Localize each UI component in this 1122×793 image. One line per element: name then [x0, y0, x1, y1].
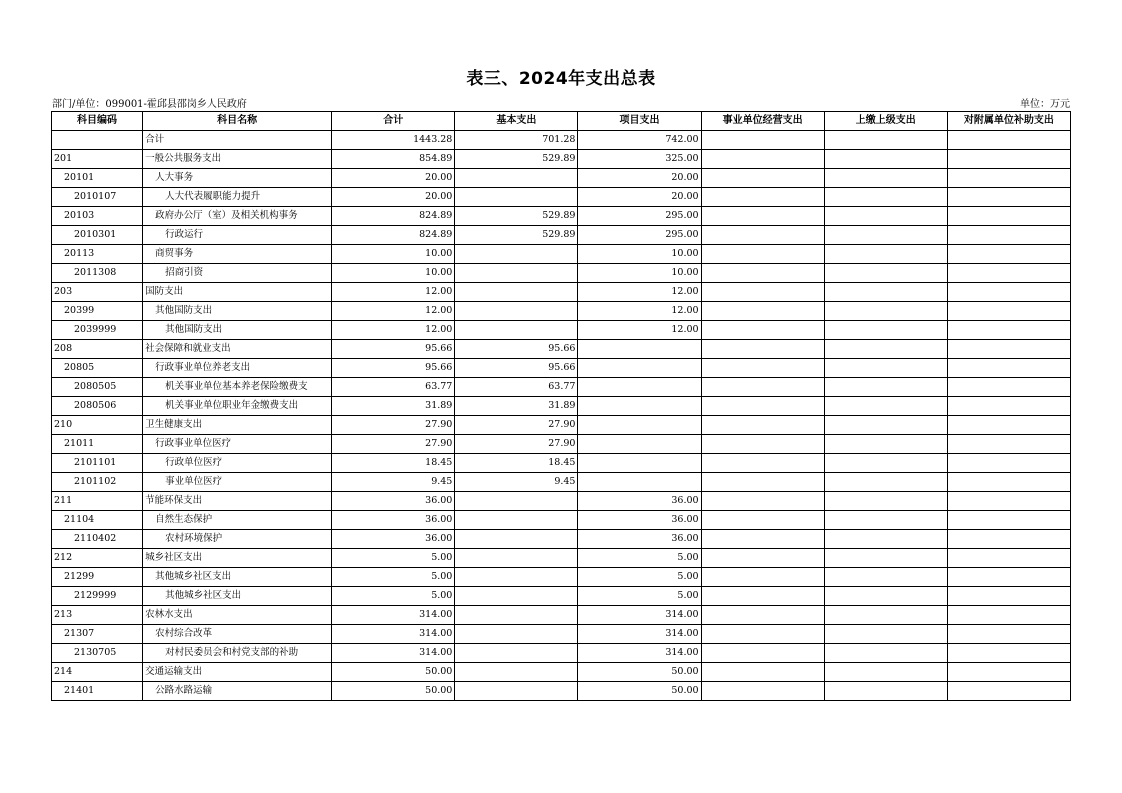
table-row	[52, 207, 1071, 226]
cell-code: 210	[52, 416, 143, 435]
cell-remit	[824, 511, 947, 530]
table-row	[52, 492, 1071, 511]
cell-operating	[701, 321, 824, 340]
header-subsidy: 对附属单位补助支出	[947, 112, 1070, 131]
cell-total: 20.00	[332, 169, 455, 188]
cell-remit	[824, 568, 947, 587]
cell-project	[578, 359, 701, 378]
cell-operating	[701, 606, 824, 625]
header-name: 科目名称	[143, 112, 332, 131]
cell-name: 农村综合改革	[143, 625, 332, 644]
cell-total: 10.00	[332, 245, 455, 264]
cell-subsidy	[947, 340, 1070, 359]
table-row	[52, 397, 1071, 416]
header-code: 科目编码	[52, 112, 143, 131]
cell-project: 295.00	[578, 226, 701, 245]
cell-remit	[824, 245, 947, 264]
cell-basic	[455, 188, 578, 207]
cell-basic	[455, 169, 578, 188]
cell-remit	[824, 473, 947, 492]
cell-operating	[701, 587, 824, 606]
cell-total: 824.89	[332, 226, 455, 245]
cell-project	[578, 473, 701, 492]
cell-name: 社会保障和就业支出	[143, 340, 332, 359]
cell-project	[578, 416, 701, 435]
cell-basic: 529.89	[455, 207, 578, 226]
cell-total: 9.45	[332, 473, 455, 492]
cell-code: 2010301	[52, 226, 143, 245]
cell-basic: 27.90	[455, 435, 578, 454]
cell-subsidy	[947, 606, 1070, 625]
cell-remit	[824, 302, 947, 321]
cell-operating	[701, 359, 824, 378]
cell-basic: 95.66	[455, 359, 578, 378]
cell-name: 节能环保支出	[143, 492, 332, 511]
cell-name: 行政事业单位养老支出	[143, 359, 332, 378]
header-remit: 上缴上级支出	[824, 112, 947, 131]
cell-project: 50.00	[578, 663, 701, 682]
cell-code: 20103	[52, 207, 143, 226]
cell-remit	[824, 416, 947, 435]
cell-code: 211	[52, 492, 143, 511]
cell-project	[578, 340, 701, 359]
cell-basic: 31.89	[455, 397, 578, 416]
cell-basic	[455, 283, 578, 302]
cell-name: 行政事业单位医疗	[143, 435, 332, 454]
cell-total: 1443.28	[332, 131, 455, 150]
cell-total: 12.00	[332, 283, 455, 302]
cell-project: 295.00	[578, 207, 701, 226]
cell-code: 212	[52, 549, 143, 568]
cell-name: 商贸事务	[143, 245, 332, 264]
cell-remit	[824, 587, 947, 606]
cell-project: 12.00	[578, 283, 701, 302]
cell-basic	[455, 644, 578, 663]
cell-project: 10.00	[578, 264, 701, 283]
cell-total: 5.00	[332, 549, 455, 568]
cell-total: 27.90	[332, 435, 455, 454]
table-row	[52, 568, 1071, 587]
cell-project: 50.00	[578, 682, 701, 701]
cell-project	[578, 397, 701, 416]
cell-project	[578, 435, 701, 454]
cell-subsidy	[947, 492, 1070, 511]
cell-operating	[701, 530, 824, 549]
cell-operating	[701, 264, 824, 283]
cell-total: 5.00	[332, 587, 455, 606]
cell-basic	[455, 492, 578, 511]
cell-subsidy	[947, 511, 1070, 530]
cell-remit	[824, 321, 947, 340]
cell-total: 20.00	[332, 188, 455, 207]
table-row	[52, 587, 1071, 606]
cell-name: 城乡社区支出	[143, 549, 332, 568]
table-row	[52, 663, 1071, 682]
cell-code: 2130705	[52, 644, 143, 663]
cell-project: 742.00	[578, 131, 701, 150]
cell-operating	[701, 169, 824, 188]
cell-name: 自然生态保护	[143, 511, 332, 530]
cell-remit	[824, 150, 947, 169]
cell-code: 2101102	[52, 473, 143, 492]
cell-remit	[824, 644, 947, 663]
cell-operating	[701, 435, 824, 454]
header-project: 项目支出	[578, 112, 701, 131]
cell-basic	[455, 549, 578, 568]
cell-project	[578, 454, 701, 473]
table-row	[52, 131, 1071, 150]
table-row	[52, 226, 1071, 245]
cell-name: 其他国防支出	[143, 321, 332, 340]
cell-code: 21401	[52, 682, 143, 701]
cell-code: 20399	[52, 302, 143, 321]
table-row	[52, 264, 1071, 283]
cell-basic: 529.89	[455, 150, 578, 169]
table-row	[52, 416, 1071, 435]
cell-subsidy	[947, 435, 1070, 454]
cell-subsidy	[947, 568, 1070, 587]
cell-remit	[824, 188, 947, 207]
cell-subsidy	[947, 587, 1070, 606]
cell-subsidy	[947, 454, 1070, 473]
cell-total: 36.00	[332, 492, 455, 511]
cell-subsidy	[947, 378, 1070, 397]
table-row	[52, 169, 1071, 188]
cell-subsidy	[947, 416, 1070, 435]
cell-total: 36.00	[332, 530, 455, 549]
cell-code: 201	[52, 150, 143, 169]
cell-name: 其他城乡社区支出	[143, 568, 332, 587]
cell-operating	[701, 226, 824, 245]
cell-project: 20.00	[578, 188, 701, 207]
table-row	[52, 321, 1071, 340]
cell-total: 95.66	[332, 340, 455, 359]
cell-subsidy	[947, 131, 1070, 150]
cell-remit	[824, 378, 947, 397]
cell-operating	[701, 454, 824, 473]
cell-total: 50.00	[332, 663, 455, 682]
table-row	[52, 606, 1071, 625]
cell-name: 农林水支出	[143, 606, 332, 625]
cell-total: 314.00	[332, 644, 455, 663]
cell-total: 95.66	[332, 359, 455, 378]
cell-basic: 27.90	[455, 416, 578, 435]
cell-operating	[701, 150, 824, 169]
cell-basic	[455, 245, 578, 264]
cell-name: 机关事业单位基本养老保险缴费支	[143, 378, 332, 397]
cell-subsidy	[947, 226, 1070, 245]
cell-code	[52, 131, 143, 150]
department-label: 部门/单位：099001-霍邱县邵岗乡人民政府	[52, 99, 247, 110]
cell-name: 其他城乡社区支出	[143, 587, 332, 606]
table-row	[52, 625, 1071, 644]
cell-subsidy	[947, 663, 1070, 682]
cell-subsidy	[947, 245, 1070, 264]
cell-code: 20101	[52, 169, 143, 188]
cell-operating	[701, 644, 824, 663]
cell-remit	[824, 131, 947, 150]
cell-subsidy	[947, 644, 1070, 663]
cell-subsidy	[947, 207, 1070, 226]
cell-remit	[824, 283, 947, 302]
cell-code: 203	[52, 283, 143, 302]
cell-subsidy	[947, 264, 1070, 283]
cell-total: 63.77	[332, 378, 455, 397]
cell-basic	[455, 511, 578, 530]
cell-project: 20.00	[578, 169, 701, 188]
cell-code: 20805	[52, 359, 143, 378]
cell-basic: 529.89	[455, 226, 578, 245]
header-total: 合计	[332, 112, 455, 131]
cell-subsidy	[947, 682, 1070, 701]
cell-total: 10.00	[332, 264, 455, 283]
cell-project: 10.00	[578, 245, 701, 264]
cell-project: 36.00	[578, 511, 701, 530]
cell-project: 314.00	[578, 625, 701, 644]
cell-total: 27.90	[332, 416, 455, 435]
table-row	[52, 378, 1071, 397]
cell-remit	[824, 549, 947, 568]
cell-total: 12.00	[332, 302, 455, 321]
cell-code: 214	[52, 663, 143, 682]
cell-remit	[824, 207, 947, 226]
cell-code: 2011308	[52, 264, 143, 283]
cell-name: 机关事业单位职业年金缴费支出	[143, 397, 332, 416]
cell-code: 2110402	[52, 530, 143, 549]
cell-name: 公路水路运输	[143, 682, 332, 701]
cell-basic	[455, 530, 578, 549]
cell-subsidy	[947, 359, 1070, 378]
cell-operating	[701, 378, 824, 397]
cell-total: 31.89	[332, 397, 455, 416]
cell-code: 2080505	[52, 378, 143, 397]
cell-code: 20113	[52, 245, 143, 264]
cell-project: 314.00	[578, 606, 701, 625]
cell-name: 卫生健康支出	[143, 416, 332, 435]
table-row	[52, 511, 1071, 530]
table-row	[52, 302, 1071, 321]
table-header-row	[52, 112, 1071, 131]
table-row	[52, 245, 1071, 264]
cell-basic: 63.77	[455, 378, 578, 397]
cell-code: 2039999	[52, 321, 143, 340]
table-row	[52, 188, 1071, 207]
table-row	[52, 359, 1071, 378]
table-row	[52, 682, 1071, 701]
cell-operating	[701, 416, 824, 435]
cell-operating	[701, 549, 824, 568]
cell-code: 21299	[52, 568, 143, 587]
cell-subsidy	[947, 321, 1070, 340]
cell-operating	[701, 473, 824, 492]
cell-remit	[824, 226, 947, 245]
cell-name: 招商引资	[143, 264, 332, 283]
cell-project: 325.00	[578, 150, 701, 169]
table-row	[52, 473, 1071, 492]
cell-name: 交通运输支出	[143, 663, 332, 682]
cell-basic: 95.66	[455, 340, 578, 359]
cell-remit	[824, 663, 947, 682]
cell-name: 对村民委员会和村党支部的补助	[143, 644, 332, 663]
table-row	[52, 454, 1071, 473]
cell-subsidy	[947, 397, 1070, 416]
cell-subsidy	[947, 283, 1070, 302]
header-basic: 基本支出	[455, 112, 578, 131]
cell-total: 824.89	[332, 207, 455, 226]
cell-name: 行政单位医疗	[143, 454, 332, 473]
cell-code: 21011	[52, 435, 143, 454]
cell-operating	[701, 568, 824, 587]
cell-name: 农村环境保护	[143, 530, 332, 549]
cell-project: 314.00	[578, 644, 701, 663]
cell-remit	[824, 606, 947, 625]
table-row	[52, 644, 1071, 663]
cell-code: 2010107	[52, 188, 143, 207]
cell-remit	[824, 625, 947, 644]
cell-remit	[824, 359, 947, 378]
cell-code: 2101101	[52, 454, 143, 473]
cell-remit	[824, 454, 947, 473]
cell-basic	[455, 264, 578, 283]
cell-project: 5.00	[578, 549, 701, 568]
header-operating: 事业单位经营支出	[701, 112, 824, 131]
unit-label: 单位：万元	[1020, 99, 1070, 110]
cell-remit	[824, 682, 947, 701]
cell-operating	[701, 511, 824, 530]
cell-subsidy	[947, 549, 1070, 568]
cell-name: 合计	[143, 131, 332, 150]
cell-subsidy	[947, 169, 1070, 188]
cell-operating	[701, 682, 824, 701]
cell-project: 36.00	[578, 492, 701, 511]
page-title: 表三、2024年支出总表	[466, 69, 656, 89]
table-row	[52, 150, 1071, 169]
cell-name: 人大代表履职能力提升	[143, 188, 332, 207]
cell-name: 一般公共服务支出	[143, 150, 332, 169]
cell-basic: 18.45	[455, 454, 578, 473]
cell-remit	[824, 169, 947, 188]
cell-name: 人大事务	[143, 169, 332, 188]
table-row	[52, 549, 1071, 568]
cell-basic	[455, 663, 578, 682]
cell-operating	[701, 131, 824, 150]
cell-name: 政府办公厅（室）及相关机构事务	[143, 207, 332, 226]
cell-project: 5.00	[578, 568, 701, 587]
cell-project: 12.00	[578, 321, 701, 340]
cell-remit	[824, 435, 947, 454]
cell-subsidy	[947, 625, 1070, 644]
cell-total: 18.45	[332, 454, 455, 473]
expenditure-table	[51, 111, 1071, 701]
cell-name: 其他国防支出	[143, 302, 332, 321]
cell-name: 国防支出	[143, 283, 332, 302]
cell-total: 50.00	[332, 682, 455, 701]
cell-total: 36.00	[332, 511, 455, 530]
cell-basic	[455, 587, 578, 606]
cell-total: 12.00	[332, 321, 455, 340]
cell-project: 12.00	[578, 302, 701, 321]
cell-subsidy	[947, 530, 1070, 549]
cell-code: 208	[52, 340, 143, 359]
cell-total: 314.00	[332, 606, 455, 625]
cell-basic	[455, 606, 578, 625]
cell-basic	[455, 321, 578, 340]
cell-basic: 9.45	[455, 473, 578, 492]
table-row	[52, 340, 1071, 359]
cell-operating	[701, 663, 824, 682]
table-row	[52, 283, 1071, 302]
cell-subsidy	[947, 150, 1070, 169]
cell-basic	[455, 682, 578, 701]
cell-operating	[701, 245, 824, 264]
cell-remit	[824, 397, 947, 416]
cell-code: 2080506	[52, 397, 143, 416]
cell-code: 21104	[52, 511, 143, 530]
cell-operating	[701, 340, 824, 359]
cell-operating	[701, 207, 824, 226]
cell-operating	[701, 492, 824, 511]
cell-project	[578, 378, 701, 397]
cell-code: 213	[52, 606, 143, 625]
cell-remit	[824, 264, 947, 283]
table-row	[52, 435, 1071, 454]
cell-basic	[455, 568, 578, 587]
cell-operating	[701, 188, 824, 207]
table-row	[52, 530, 1071, 549]
cell-basic: 701.28	[455, 131, 578, 150]
cell-basic	[455, 625, 578, 644]
cell-remit	[824, 340, 947, 359]
cell-remit	[824, 530, 947, 549]
cell-operating	[701, 283, 824, 302]
cell-remit	[824, 492, 947, 511]
cell-project: 36.00	[578, 530, 701, 549]
cell-operating	[701, 397, 824, 416]
cell-code: 21307	[52, 625, 143, 644]
cell-subsidy	[947, 188, 1070, 207]
cell-project: 5.00	[578, 587, 701, 606]
cell-basic	[455, 302, 578, 321]
cell-code: 2129999	[52, 587, 143, 606]
cell-operating	[701, 302, 824, 321]
cell-total: 854.89	[332, 150, 455, 169]
cell-subsidy	[947, 302, 1070, 321]
cell-total: 314.00	[332, 625, 455, 644]
cell-total: 5.00	[332, 568, 455, 587]
cell-operating	[701, 625, 824, 644]
cell-name: 事业单位医疗	[143, 473, 332, 492]
cell-subsidy	[947, 473, 1070, 492]
cell-name: 行政运行	[143, 226, 332, 245]
